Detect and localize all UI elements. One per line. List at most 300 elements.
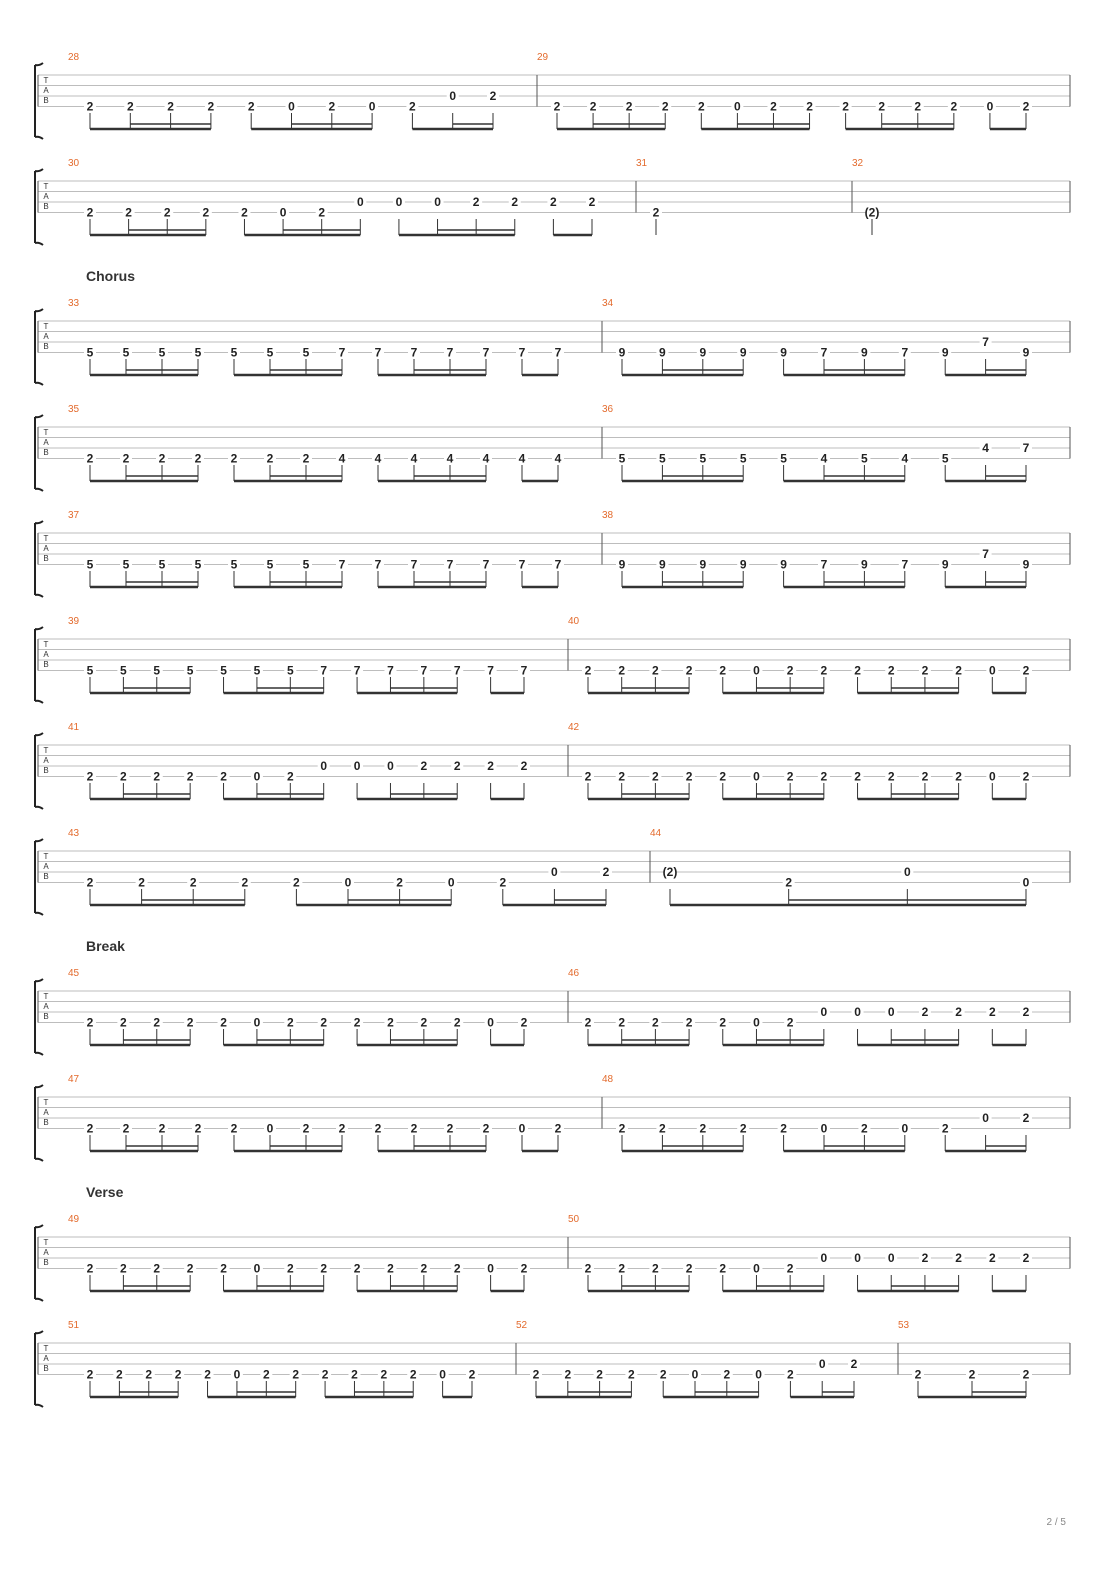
tab-clef-letter: B: [43, 1364, 49, 1373]
fret-number: 5: [739, 451, 747, 466]
fret-number: 2: [955, 1251, 962, 1265]
measure-number: 51: [68, 1320, 80, 1331]
fret-number: 7: [554, 345, 562, 360]
fret-number: 2: [618, 1015, 626, 1030]
measure-number: 49: [68, 1214, 80, 1225]
fret-number: 2: [158, 451, 166, 466]
measure-number: 46: [568, 968, 580, 979]
fret-number: 0: [753, 663, 760, 678]
fret-number: 0: [253, 1261, 261, 1276]
fret-number: 2: [328, 99, 336, 114]
fret-number: 2: [126, 99, 134, 114]
fret-number: 2: [351, 1367, 358, 1382]
fret-number: 0: [253, 769, 261, 784]
measure-number: 33: [68, 298, 80, 309]
tab-system: [35, 404, 1070, 491]
fret-number: 2: [652, 663, 659, 678]
fret-number: 0: [820, 1251, 828, 1265]
fret-number: 9: [1022, 345, 1030, 360]
fret-number: 2: [499, 875, 507, 890]
tab-clef-letter: B: [43, 872, 49, 881]
fret-number: 2: [194, 451, 202, 466]
fret-number: 0: [887, 1005, 895, 1019]
fret-number: 2: [138, 875, 145, 890]
fret-number: 2: [968, 1367, 976, 1382]
system-bracket: [35, 1085, 43, 1161]
tab-clef-letter: A: [43, 544, 49, 553]
fret-number: 5: [861, 451, 868, 466]
tab-clef-letter: T: [43, 640, 49, 649]
fret-number: 4: [446, 451, 454, 466]
fret-number: 2: [120, 1261, 127, 1276]
fret-number: 2: [652, 1261, 659, 1276]
fret-number: 0: [753, 1015, 760, 1030]
fret-number: 2: [302, 1121, 310, 1136]
fret-number: 2: [787, 1367, 794, 1382]
fret-number: 2: [410, 1121, 418, 1136]
system-bracket: [35, 63, 43, 139]
measure-number: 42: [568, 722, 580, 733]
system-bracket: [35, 1331, 43, 1407]
tab-system: [35, 722, 1070, 809]
tab-system: [35, 52, 1070, 139]
fret-number: 5: [230, 557, 238, 572]
fret-number: 7: [820, 557, 828, 572]
fret-number: 9: [861, 345, 868, 360]
fret-number: 7: [518, 345, 526, 360]
fret-number: 2: [1022, 769, 1030, 784]
system-bracket: [35, 839, 43, 915]
fret-number: 2: [420, 759, 428, 773]
fret-number: 7: [320, 663, 328, 678]
fret-number: 9: [618, 345, 626, 360]
tab-clef-letter: A: [43, 86, 49, 95]
fret-number: 9: [699, 557, 707, 572]
tab-clef-letter: A: [43, 192, 49, 201]
fret-number: 0: [447, 875, 455, 890]
fret-number: 9: [739, 345, 747, 360]
fret-number: 9: [941, 557, 949, 572]
measure-number: 53: [898, 1320, 910, 1331]
fret-number: 7: [410, 557, 418, 572]
fret-number: 0: [753, 769, 760, 784]
fret-number: 2: [320, 1015, 328, 1030]
fret-number: 2: [564, 1367, 572, 1382]
fret-number: 2: [86, 1367, 94, 1382]
fret-number: 0: [368, 99, 376, 114]
fret-number: 7: [901, 345, 909, 360]
system-bracket: [35, 415, 43, 491]
tab-system: [35, 158, 1070, 245]
fret-number: 2: [618, 769, 626, 784]
fret-number: 2: [723, 1367, 731, 1382]
fret-number: 2: [719, 663, 727, 678]
fret-number: 0: [988, 769, 996, 784]
fret-number: 9: [699, 345, 707, 360]
system-bracket: [35, 979, 43, 1055]
fret-number: 7: [820, 345, 828, 360]
fret-number: 2: [955, 1005, 962, 1019]
fret-number: 2: [618, 1121, 626, 1136]
fret-number: 0: [854, 1005, 861, 1019]
fret-number: 2: [861, 1121, 868, 1136]
tab-clef-letter: T: [43, 1238, 49, 1247]
fret-number: 0: [395, 195, 403, 209]
tab-clef-letter: B: [43, 96, 49, 105]
measure-number: 39: [68, 616, 80, 627]
fret-number: 0: [1022, 875, 1030, 890]
tab-system: [35, 616, 1070, 703]
tab-clef-letter: B: [43, 342, 49, 351]
measure-number: 44: [650, 828, 662, 839]
fret-number: 2: [1022, 1111, 1030, 1125]
fret-number: 7: [387, 663, 394, 678]
tab-clef-letter: T: [43, 852, 49, 861]
tab-system: [35, 1320, 1070, 1407]
fret-number: 2: [241, 205, 248, 220]
tab-clef-letter: A: [43, 650, 49, 659]
fret-number: 2: [86, 769, 94, 784]
fret-number: 2: [685, 769, 693, 784]
fret-number: 2: [652, 769, 659, 784]
fret-number: 2: [850, 1357, 858, 1371]
fret-number: 2: [553, 99, 561, 114]
fret-number: 7: [410, 345, 418, 360]
tab-clef-letter: A: [43, 1002, 49, 1011]
tab-system: [35, 938, 1070, 1055]
fret-number: 5: [253, 663, 261, 678]
fret-number: 7: [482, 345, 490, 360]
fret-number: 0: [356, 195, 364, 209]
fret-number: 2: [589, 99, 597, 114]
fret-number: 2: [230, 1121, 238, 1136]
fret-number: 2: [921, 663, 929, 678]
tab-system: [35, 268, 1070, 385]
fret-number: 2: [420, 1015, 428, 1030]
fret-number: 4: [482, 451, 490, 466]
fret-number: 7: [487, 663, 494, 678]
tab-clef-letter: B: [43, 448, 49, 457]
tab-clef-letter: B: [43, 766, 49, 775]
fret-number: 0: [755, 1367, 762, 1382]
fret-number: 5: [194, 557, 202, 572]
fret-number: 0: [344, 875, 352, 890]
fret-number: 2: [220, 1015, 227, 1030]
fret-number: 2: [1022, 99, 1030, 114]
fret-number: 7: [901, 557, 909, 572]
fret-number: 2: [86, 1015, 94, 1030]
tab-clef-letter: B: [43, 202, 49, 211]
measure-number: 41: [68, 722, 80, 733]
fret-number: 2: [353, 1015, 361, 1030]
fret-number: 7: [982, 547, 989, 561]
measure-number: 32: [852, 158, 864, 169]
fret-number: 0: [279, 205, 287, 220]
fret-number: 7: [982, 335, 989, 349]
fret-number: 2: [584, 769, 592, 784]
fret-number: 2: [887, 663, 895, 678]
fret-number: 2: [374, 1121, 382, 1136]
fret-number: 2: [86, 1121, 94, 1136]
fret-number: 2: [353, 1261, 361, 1276]
fret-number: 2: [453, 1261, 461, 1276]
system-bracket: [35, 733, 43, 809]
fret-number: 7: [1022, 441, 1030, 455]
fret-number: 2: [446, 1121, 454, 1136]
fret-number: 2: [520, 1261, 528, 1276]
fret-number: 2: [338, 1121, 346, 1136]
fret-number: 2: [318, 205, 326, 220]
fret-number: 2: [220, 1261, 227, 1276]
fret-number: 4: [374, 451, 382, 466]
fret-number: 4: [338, 451, 346, 466]
measure-number: 38: [602, 510, 614, 521]
fret-number: 0: [449, 89, 457, 103]
fret-number: 2: [86, 205, 94, 220]
fret-number: 4: [410, 451, 418, 466]
fret-number: 2: [914, 1367, 922, 1382]
fret-number: 2: [167, 99, 174, 114]
fret-number: 7: [374, 557, 382, 572]
fret-number: 2: [163, 205, 171, 220]
measure-number: 34: [602, 298, 614, 309]
fret-number: 2: [86, 451, 94, 466]
fret-number: 9: [659, 557, 666, 572]
measure-number: 43: [68, 828, 80, 839]
fret-number: 5: [302, 345, 310, 360]
fret-number: 0: [820, 1005, 828, 1019]
fret-number: 7: [420, 663, 428, 678]
fret-number: 2: [652, 205, 660, 220]
tab-clef-letter: T: [43, 428, 49, 437]
fret-number: 5: [659, 451, 666, 466]
fret-number: 9: [1022, 557, 1030, 572]
fret-number: 2: [950, 99, 958, 114]
fret-number: 0: [288, 99, 295, 114]
fret-number: 2: [697, 99, 705, 114]
fret-number: (2): [864, 205, 880, 220]
fret-number: 2: [628, 1367, 635, 1382]
fret-number: 0: [854, 1251, 861, 1265]
fret-number: 2: [468, 1367, 476, 1382]
fret-number: 5: [86, 557, 94, 572]
fret-number: 0: [253, 1015, 261, 1030]
system-bracket: [35, 627, 43, 703]
fret-number: 7: [353, 663, 361, 678]
fret-number: 2: [116, 1367, 123, 1382]
fret-number: 2: [207, 99, 215, 114]
fret-number: 0: [901, 1121, 909, 1136]
fret-number: 2: [785, 875, 793, 890]
fret-number: 2: [618, 1261, 626, 1276]
fret-number: 0: [233, 1367, 241, 1382]
fret-number: 0: [988, 663, 996, 678]
fret-number: 2: [511, 195, 519, 209]
tab-clef-letter: A: [43, 438, 49, 447]
fret-number: 9: [861, 557, 868, 572]
fret-number: 0: [387, 759, 394, 773]
fret-number: 2: [194, 1121, 202, 1136]
fret-number: 2: [453, 759, 461, 773]
fret-number: 7: [520, 663, 528, 678]
measure-number: 37: [68, 510, 80, 521]
tab-clef-letter: B: [43, 554, 49, 563]
fret-number: 0: [903, 865, 911, 879]
fret-number: 2: [409, 99, 416, 114]
fret-number: 0: [439, 1367, 446, 1382]
fret-number: 2: [520, 759, 528, 773]
system-bracket: [35, 521, 43, 597]
tab-clef-letter: T: [43, 1344, 49, 1353]
measure-number: 29: [537, 52, 549, 63]
section-title: Chorus: [86, 268, 135, 284]
fret-number: 0: [753, 1261, 760, 1276]
fret-number: 0: [982, 1111, 989, 1125]
fret-number: 2: [1022, 1251, 1030, 1265]
fret-number: 2: [988, 1251, 996, 1265]
tab-system: [35, 828, 1070, 915]
fret-number: 2: [685, 1261, 693, 1276]
fret-number: 2: [482, 1121, 490, 1136]
fret-number: 2: [453, 1015, 461, 1030]
measure-number: 40: [568, 616, 580, 627]
fret-number: 2: [602, 865, 610, 879]
fret-number: 2: [145, 1367, 153, 1382]
fret-number: 0: [353, 759, 361, 773]
fret-number: 2: [554, 1121, 562, 1136]
tab-clef-letter: T: [43, 992, 49, 1001]
fret-number: 5: [699, 451, 707, 466]
fret-number: 2: [719, 1015, 727, 1030]
fret-number: 2: [286, 1015, 294, 1030]
fret-number: 2: [988, 1005, 996, 1019]
fret-number: 2: [719, 769, 727, 784]
fret-number: 5: [86, 663, 94, 678]
fret-number: 4: [518, 451, 526, 466]
fret-number: 5: [122, 345, 130, 360]
fret-number: 0: [986, 99, 994, 114]
fret-number: 5: [618, 451, 626, 466]
fret-number: 2: [266, 451, 274, 466]
fret-number: 2: [842, 99, 849, 114]
fret-number: 2: [153, 1015, 161, 1030]
fret-number: 2: [780, 1121, 787, 1136]
fret-number: 2: [186, 1015, 194, 1030]
tab-clef-letter: A: [43, 756, 49, 765]
fret-number: 2: [588, 195, 596, 209]
measure-number: 52: [516, 1320, 528, 1331]
fret-number: 0: [518, 1121, 526, 1136]
fret-number: 2: [887, 769, 895, 784]
fret-number: 2: [293, 875, 300, 890]
fret-number: 2: [941, 1121, 949, 1136]
fret-number: 2: [186, 769, 194, 784]
measure-number: 48: [602, 1074, 614, 1085]
fret-number: 7: [453, 663, 461, 678]
measure-number: 45: [68, 968, 80, 979]
fret-number: 2: [230, 451, 238, 466]
tab-system: [35, 1184, 1070, 1301]
tab-clef-letter: B: [43, 1012, 49, 1021]
fret-number: 7: [446, 345, 454, 360]
fret-number: 2: [1022, 1005, 1030, 1019]
fret-number: 2: [921, 769, 929, 784]
measure-number: 47: [68, 1074, 80, 1085]
fret-number: 2: [487, 759, 494, 773]
fret-number: 5: [122, 557, 130, 572]
fret-number: 5: [153, 663, 161, 678]
fret-number: 9: [780, 557, 787, 572]
fret-number: 7: [446, 557, 454, 572]
tab-clef-letter: B: [43, 1118, 49, 1127]
tab-clef-letter: A: [43, 332, 49, 341]
fret-number: 2: [189, 875, 197, 890]
fret-number: 2: [202, 205, 210, 220]
fret-number: 7: [554, 557, 562, 572]
fret-number: 2: [659, 1367, 667, 1382]
fret-number: 2: [220, 769, 227, 784]
fret-number: 5: [230, 345, 238, 360]
fret-number: 2: [921, 1251, 929, 1265]
tab-clef-letter: A: [43, 1108, 49, 1117]
system-bracket: [35, 169, 43, 245]
fret-number: 2: [699, 1121, 707, 1136]
fret-number: 9: [659, 345, 666, 360]
fret-number: 5: [266, 345, 274, 360]
fret-number: 5: [220, 663, 227, 678]
fret-number: 0: [434, 195, 441, 209]
system-bracket: [35, 1225, 43, 1301]
fret-number: 9: [618, 557, 626, 572]
fret-number: 2: [125, 205, 132, 220]
fret-number: 2: [659, 1121, 666, 1136]
fret-number: 2: [596, 1367, 603, 1382]
fret-number: 2: [262, 1367, 270, 1382]
fret-number: 5: [302, 557, 310, 572]
fret-number: 2: [820, 663, 828, 678]
fret-number: 2: [878, 99, 886, 114]
fret-number: 2: [921, 1005, 929, 1019]
fret-number: 7: [518, 557, 526, 572]
fret-number: 2: [86, 1261, 94, 1276]
measure-number: 28: [68, 52, 80, 63]
fret-number: 2: [854, 663, 861, 678]
measure-number: 50: [568, 1214, 580, 1225]
fret-number: 2: [955, 769, 962, 784]
fret-number: 0: [266, 1121, 274, 1136]
fret-number: 2: [472, 195, 480, 209]
fret-number: 2: [86, 99, 94, 114]
tab-clef-letter: A: [43, 862, 49, 871]
fret-number: 2: [122, 451, 130, 466]
measure-number: 31: [636, 158, 648, 169]
fret-number: 2: [786, 1015, 794, 1030]
tab-clef-letter: B: [43, 1258, 49, 1267]
tab-clef-letter: T: [43, 1098, 49, 1107]
fret-number: 2: [652, 1015, 659, 1030]
fret-number: 5: [941, 451, 949, 466]
fret-number: 5: [194, 345, 202, 360]
fret-number: 4: [901, 451, 909, 466]
tab-clef-letter: T: [43, 534, 49, 543]
fret-number: 5: [158, 557, 166, 572]
fret-number: 5: [120, 663, 127, 678]
fret-number: 7: [374, 345, 382, 360]
fret-number: 0: [734, 99, 741, 114]
measure-number: 36: [602, 404, 614, 415]
fret-number: 2: [409, 1367, 417, 1382]
fret-number: 2: [153, 769, 161, 784]
